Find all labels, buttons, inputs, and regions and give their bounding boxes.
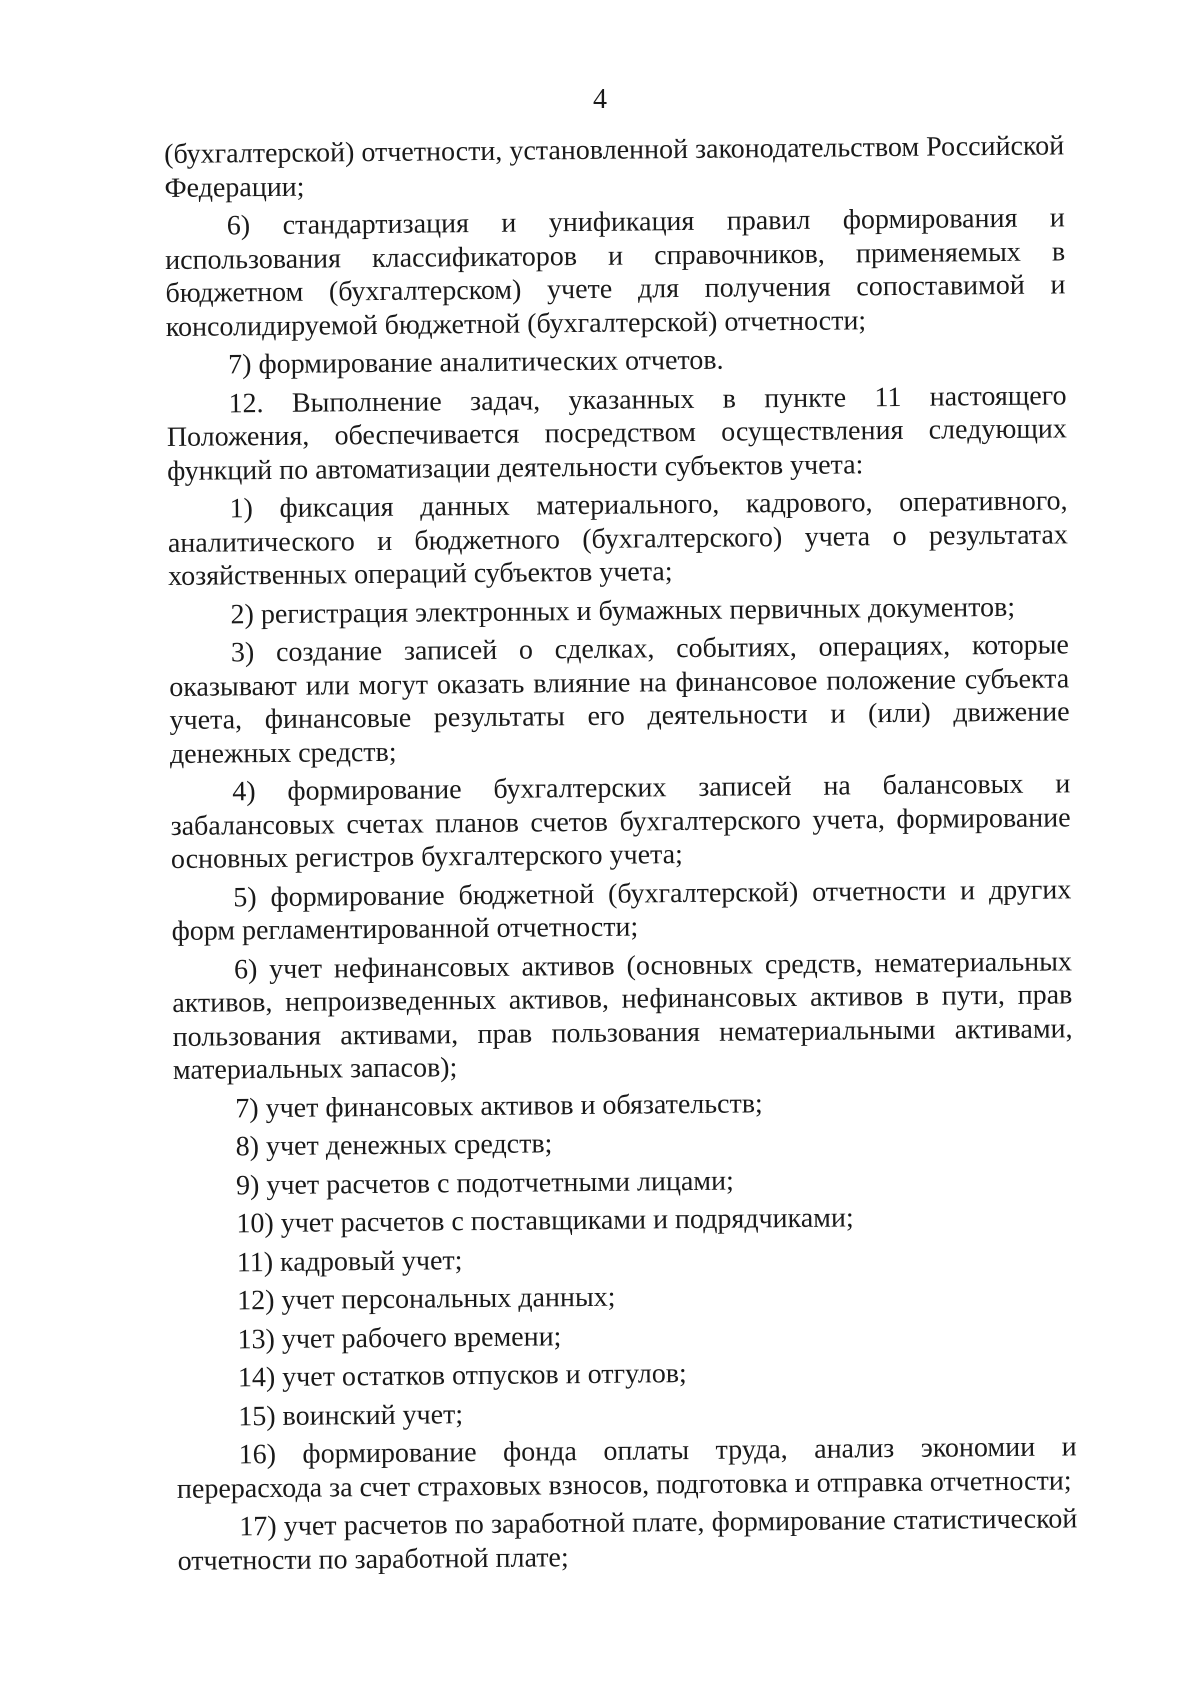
paragraph: (бухгалтерской) отчетности, установленной законодательством Российской Федерации; bbox=[164, 130, 1065, 204]
list-item: 16) формирование фонда оплаты труда, анализ экономии и перерасхода за счет страховых взносов, подготовка и отправка отчетности; bbox=[176, 1431, 1077, 1505]
list-item: 3) создание записей о сделках, событиях, операциях, которые оказывают или могут оказать влияние на финансовое положение субъекта учета, финансовые результаты его деятельности и (или) движение денежных средств; bbox=[169, 629, 1070, 770]
list-item: 15) воинский учет; bbox=[238, 1398, 464, 1432]
list-item: 6) учет нефинансовых активов (основных средств, нематериальных активов, непроизведенных активов, нефинансовых активов в пути, прав пользования активами, прав пользования нематериальными активами, материальных запасов); bbox=[172, 945, 1073, 1086]
list-item: 1) фиксация данных материального, кадрового, оперативного, аналитического и бюджетного (бухгалтерского) учета о результатах хозяйственных операций субъектов учета; bbox=[167, 485, 1068, 592]
list-item: 4) формирование бухгалтерских записей на балансовых и забалансовых счетах планов счетов бухгалтерского учета, формирование основных регистров бухгалтерского учета; bbox=[170, 768, 1071, 875]
page-number: 4 bbox=[593, 84, 607, 115]
document-body bbox=[164, 129, 1078, 1583]
list-item: 12) учет персональных данных; bbox=[237, 1281, 616, 1317]
list-item: 10) учет расчетов с поставщиками и подрядчиками; bbox=[236, 1202, 854, 1240]
list-item: 5) формирование бюджетной (бухгалтерской) отчетности и других форм регламентированной отчетности; bbox=[171, 873, 1072, 947]
list-item: 8) учет денежных средств; bbox=[235, 1128, 553, 1163]
list-item: 7) учет финансовых активов и обязательств; bbox=[235, 1087, 763, 1124]
section-paragraph: 12. Выполнение задач, указанных в пункте 11 настоящего Положения, обеспечивается посредством осуществления следующих функций по автоматизации деятельности субъектов учета: bbox=[166, 379, 1067, 487]
list-item: 17) учет расчетов по заработной плате, формирование статистической отчетности по заработной плате; bbox=[177, 1503, 1078, 1577]
list-item: 9) учет расчетов с подотчетными лицами; bbox=[235, 1165, 734, 1201]
list-item: 13) учет рабочего времени; bbox=[237, 1320, 562, 1355]
list-item: 14) учет остатков отпусков и отгулов; bbox=[237, 1358, 687, 1394]
list-item: 6) стандартизация и унификация правил формирования и использования классификаторов и справочников, применяемых в бюджетном (бухгалтерском) учете для получения сопоставимой и консолидируемой бюджетной (бухгалтерской) отчетности; bbox=[165, 202, 1066, 343]
list-item: 11) кадровый учет; bbox=[236, 1244, 463, 1278]
list-item: 7) формирование аналитических отчетов. bbox=[228, 344, 724, 381]
list-item: 2) регистрация электронных и бумажных первичных документов; bbox=[230, 591, 1016, 630]
